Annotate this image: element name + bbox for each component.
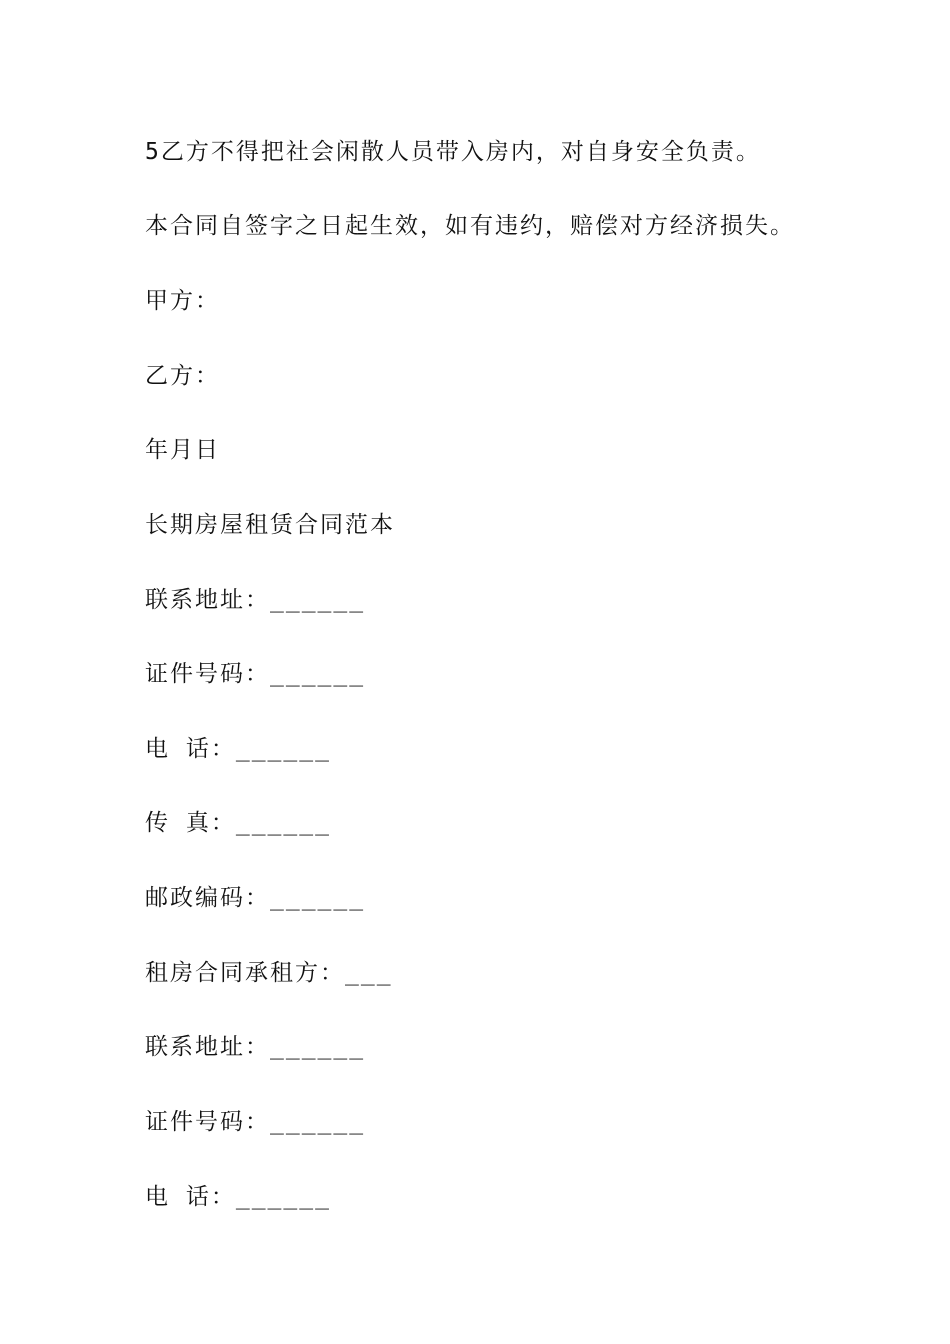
address-field: 联系地址：______ <box>145 587 366 613</box>
tenant-address-field: 联系地址：______ <box>145 1034 366 1060</box>
party-a-label: 甲方： <box>145 288 220 314</box>
id-number-field: 证件号码：______ <box>145 661 366 687</box>
tenant-phone-field: 电 话：______ <box>145 1184 331 1210</box>
tenant-field: 租房合同承租方：___ <box>145 960 393 986</box>
effective-clause-text: 本合同自签字之日起生效，如有违约，赔偿对方经济损失。 <box>145 213 795 239</box>
tenant-id-number-field: 证件号码：______ <box>145 1109 366 1135</box>
fax-field: 传 真：______ <box>145 810 331 836</box>
contract-title: 长期房屋租赁合同范本 <box>145 512 395 538</box>
phone-field: 电 话：______ <box>145 736 331 762</box>
party-b-label: 乙方： <box>145 363 220 389</box>
date-line: 年月日 <box>145 437 220 463</box>
postal-code-field: 邮政编码：______ <box>145 885 366 911</box>
clause-5-text: 5乙方不得把社会闲散人员带入房内，对自身安全负责。 <box>145 139 761 165</box>
